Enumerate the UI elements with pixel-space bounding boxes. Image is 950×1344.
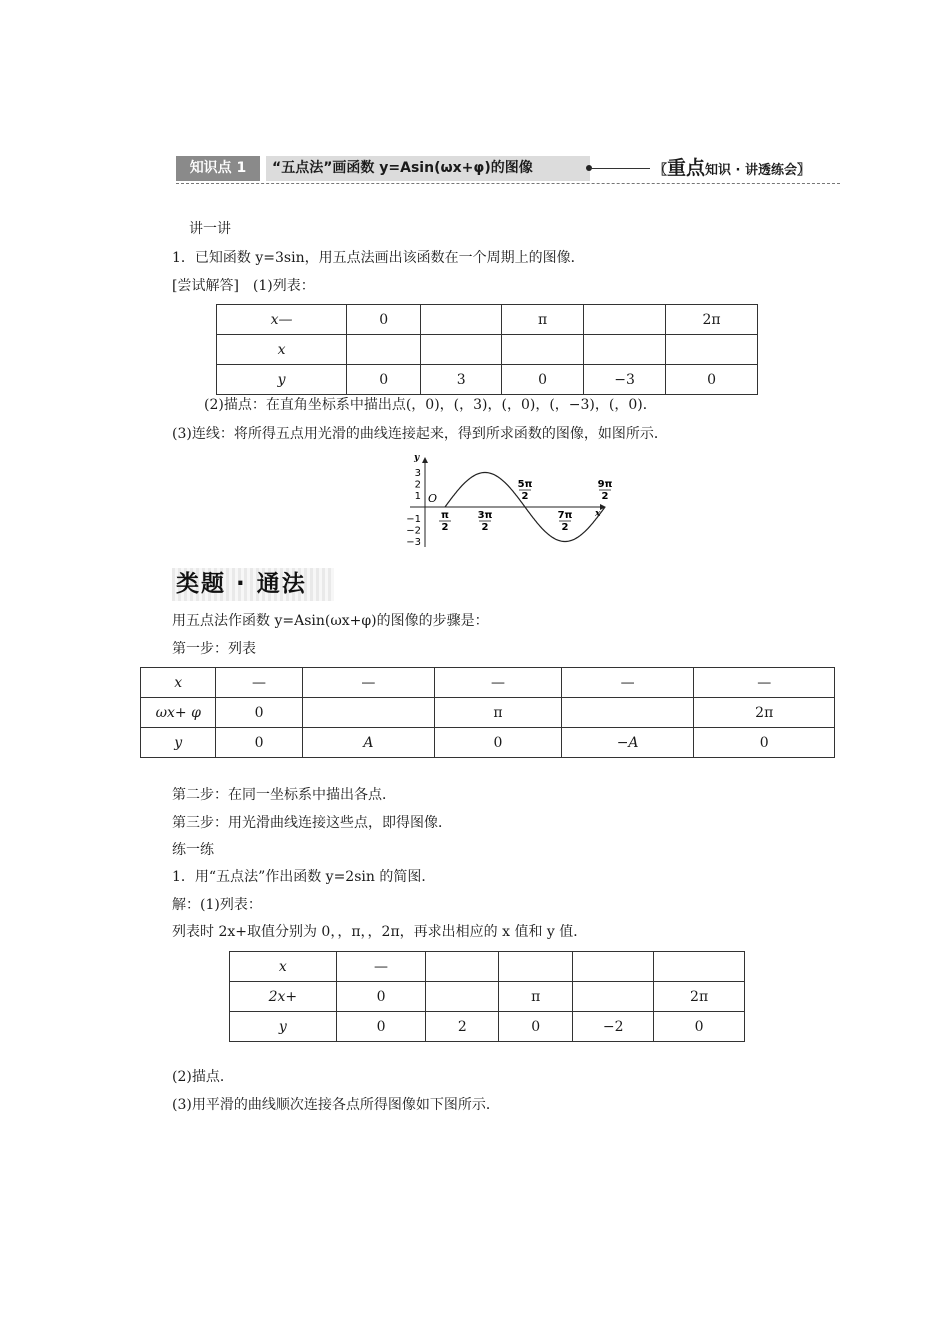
table-cell: 2 — [426, 1012, 499, 1042]
row-header-cell: x — [217, 335, 347, 365]
connect-step: (3)连线：将所得五点用光滑的曲线连接起来，得到所求函数的图像，如图所示． — [172, 426, 668, 442]
fraction-numerator: 9π — [597, 479, 613, 490]
table-row — [230, 982, 745, 1012]
five-point-table-practice — [229, 951, 745, 1042]
origin-label: O — [428, 492, 438, 505]
table-cell — [302, 698, 435, 728]
table-cell — [426, 952, 499, 982]
table-cell: π — [435, 698, 562, 728]
table-cell: −A — [561, 728, 694, 758]
table-cell: π — [502, 305, 584, 335]
table-cell: 0 — [336, 1012, 426, 1042]
table-cell: 2π — [666, 305, 758, 335]
table-row — [217, 335, 758, 365]
y-tick-label: −3 — [406, 537, 421, 548]
five-point-table-1 — [216, 304, 758, 395]
section-banner — [176, 153, 840, 185]
method-heading: 类题 · 通法 — [172, 568, 334, 601]
table-cell — [584, 305, 666, 335]
table-cell — [347, 335, 421, 365]
plot-points-step: (2)描点：在直角坐标系中描出点(，0)，(，3)，(，0)，(，−3)，(，0)． — [204, 397, 657, 413]
table-cell — [654, 952, 745, 982]
sine-graph — [395, 452, 615, 557]
table-row — [230, 1012, 745, 1042]
table-cell: 0 — [347, 365, 421, 395]
table-row — [217, 305, 758, 335]
table-row — [141, 668, 835, 698]
table-cell: A — [302, 728, 435, 758]
table-cell — [573, 952, 654, 982]
row-header-cell: y — [217, 365, 347, 395]
practice-note: 列表时 2x+取值分别为 0，，π，，2π，再求出相应的 x 值和 y 值． — [172, 924, 588, 940]
table-cell — [426, 982, 499, 1012]
y-tick-label: 1 — [414, 491, 421, 502]
table-cell — [502, 335, 584, 365]
practice-step-2: (2)描点． — [172, 1069, 234, 1085]
fraction-numerator: 3π — [477, 510, 493, 521]
table-cell — [561, 698, 694, 728]
table-cell — [421, 335, 502, 365]
table-cell: 0 — [654, 1012, 745, 1042]
table-cell: 2π — [654, 982, 745, 1012]
table-cell: −2 — [573, 1012, 654, 1042]
table-row — [141, 698, 835, 728]
method-step-1: 第一步：列表 — [172, 641, 256, 657]
table-cell: 0 — [694, 728, 835, 758]
table-cell: 0 — [216, 728, 302, 758]
row-header-cell: x— — [217, 305, 347, 335]
table-cell — [584, 335, 666, 365]
table-cell — [573, 982, 654, 1012]
y-axis-label: y — [414, 453, 420, 463]
table-cell: 0 — [216, 698, 302, 728]
fraction-denominator: 2 — [561, 522, 569, 533]
practice-heading: 练一练 — [172, 842, 214, 858]
banner-divider — [176, 183, 840, 184]
y-tick-label: 2 — [414, 479, 421, 491]
table-cell: 0 — [336, 982, 426, 1012]
x-tick-labels — [439, 479, 613, 533]
table-cell: 0 — [347, 305, 421, 335]
problem-1: 1．已知函数 y=3sin，用五点法画出该函数在一个周期上的图像． — [172, 250, 585, 266]
row-header-cell: x — [230, 952, 337, 982]
row-header-cell: ωx+ φ — [141, 698, 216, 728]
table-cell: — — [561, 668, 694, 698]
slogan-emphasis: 重点 — [667, 157, 706, 179]
table-cell: 0 — [435, 728, 562, 758]
row-header-cell: y — [141, 728, 216, 758]
banner-title: “五点法”画函数 y=Asin(ωx+φ)的图像 — [266, 156, 590, 181]
y-tick-labels — [406, 468, 421, 548]
table-cell — [421, 305, 502, 335]
five-point-table-general — [140, 667, 835, 758]
table-cell: — — [216, 668, 302, 698]
row-header-cell: y — [230, 1012, 337, 1042]
table-cell — [499, 952, 573, 982]
row-header-cell: 2x+ — [230, 982, 337, 1012]
table-row — [141, 728, 835, 758]
practice-step-3: (3)用平滑的曲线顺次连接各点所得图像如下图所示． — [172, 1097, 500, 1113]
table-cell: 2π — [694, 698, 835, 728]
y-tick-label: −1 — [406, 514, 421, 525]
lecture-heading: 讲一讲 — [189, 221, 231, 237]
fraction-denominator: 2 — [601, 491, 609, 502]
table-cell — [666, 335, 758, 365]
table-cell: 0 — [499, 1012, 573, 1042]
fraction-denominator: 2 — [441, 522, 449, 533]
table-cell: π — [499, 982, 573, 1012]
fraction-numerator: 7π — [557, 510, 573, 521]
table-cell: −3 — [584, 365, 666, 395]
answer-intro: [尝试解答] (1)列表： — [172, 278, 315, 294]
row-header-cell: x — [141, 668, 216, 698]
practice-problem: 1．用“五点法”作出函数 y=2sin 的简图． — [172, 869, 436, 885]
table-cell: 0 — [666, 365, 758, 395]
method-intro: 用五点法作函数 y=Asin(ωx+φ)的图像的步骤是： — [172, 613, 489, 629]
fraction-denominator: 2 — [521, 491, 529, 502]
banner-rule — [590, 168, 650, 169]
table-cell: — — [694, 668, 835, 698]
table-row — [217, 365, 758, 395]
banner-slogan: 〖重点知识 · 讲透练会〗 — [654, 157, 811, 179]
knowledge-point-tag: 知识点 1 — [176, 156, 260, 181]
fraction-denominator: 2 — [481, 522, 489, 533]
practice-solution: 解：(1)列表： — [172, 897, 262, 913]
table-cell: — — [336, 952, 426, 982]
x-axis-label: x — [595, 509, 601, 519]
table-cell: — — [302, 668, 435, 698]
method-step-2: 第二步：在同一坐标系中描出各点． — [172, 787, 396, 803]
method-step-3: 第三步：用光滑曲线连接这些点，即得图像． — [172, 815, 452, 831]
fraction-numerator: 5π — [517, 479, 533, 490]
table-cell: 3 — [421, 365, 502, 395]
fraction-numerator: π — [441, 510, 449, 521]
table-row — [230, 952, 745, 982]
y-tick-label: 3 — [414, 468, 421, 479]
y-tick-label: −2 — [406, 525, 421, 537]
table-cell: 0 — [502, 365, 584, 395]
table-cell: — — [435, 668, 562, 698]
